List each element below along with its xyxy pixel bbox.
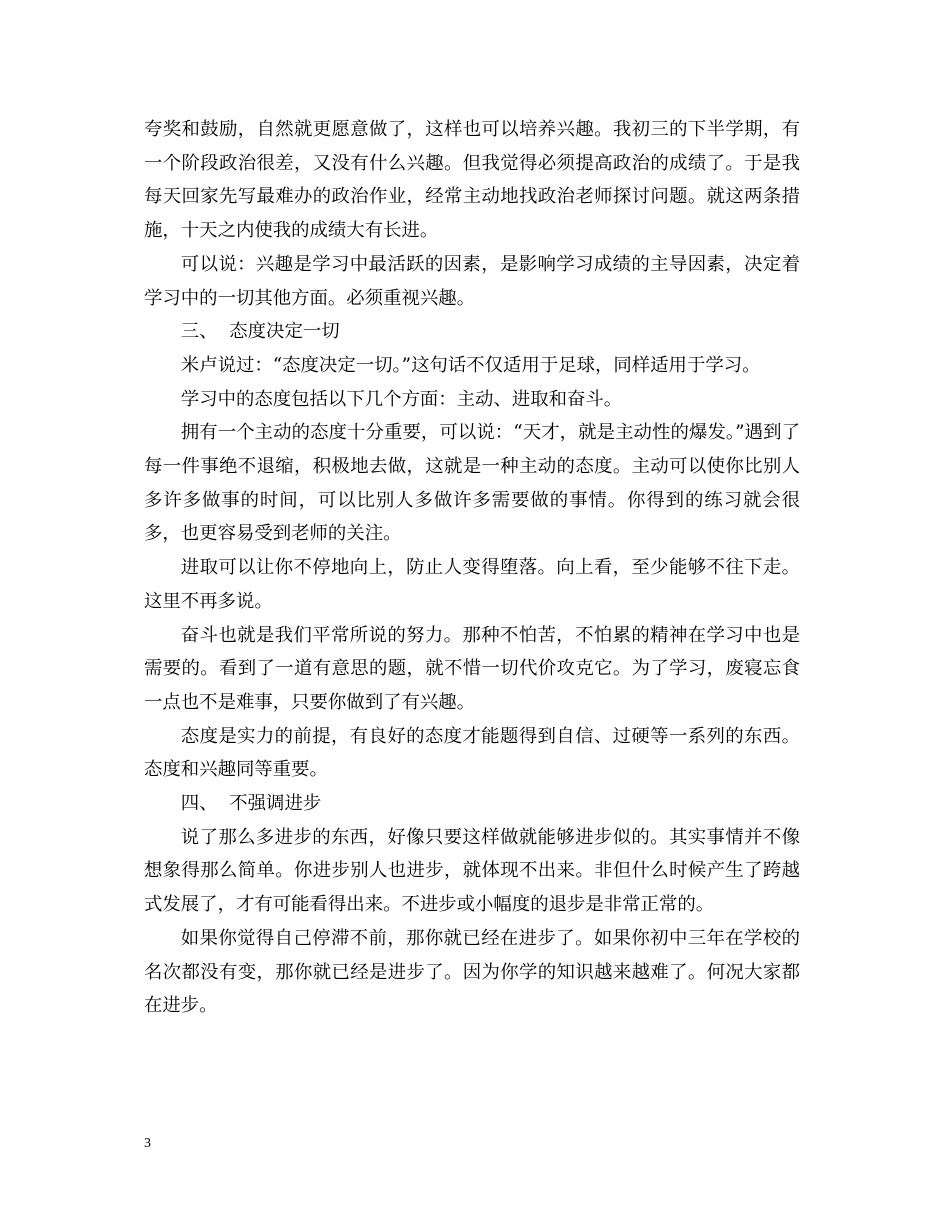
paragraph: 夸奖和鼓励，自然就更愿意做了，这样也可以培养兴趣。我初三的下半学期，有一个阶段政治很差，又没有什么兴趣。但我觉得必须提高政治的成绩了。于是我每天回家先写最难办的政治作业，经常主动地找政治老师探讨问题。就这两条措施，十天之内使我的成绩大有长进。 — [144, 119, 800, 242]
paragraph: 可以说：兴趣是学习中最活跃的因素，是影响学习成绩的主导因素，决定着学习中的一切其他方面。必须重视兴趣。 — [144, 253, 800, 309]
section-heading: 三、 态度决定一切 — [180, 321, 340, 343]
paragraph: 如果你觉得自己停滞不前，那你就已经在进步了。如果你初中三年在学校的名次都没有变，那你就已经是进步了。因为你学的知识越来越难了。何况大家都在进步。 — [144, 927, 800, 1017]
paragraph: 拥有一个主动的态度十分重要，可以说：“天才，就是主动性的爆发。”遇到了每一件事绝不退缩，积极地去做，这就是一种主动的态度。主动可以使你比别人多许多做事的时间，可以比别人多做许多需要做的事情。你得到的练习就会很多，也更容易受到老师的关注。 — [144, 422, 800, 545]
paragraph: 说了那么多进步的东西，好像只要这样做就能够进步似的。其实事情并不像想象得那么简单。你进步别人也进步，就体现不出来。非但什么时候产生了跨越式发展了，才有可能看得出来。不进步或小幅度的退步是非常正常的。 — [144, 826, 800, 916]
paragraph: 米卢说过：“态度决定一切。”这句话不仅适用于足球，同样适用于学习。 — [180, 354, 761, 376]
paragraph: 奋斗也就是我们平常所说的努力。那种不怕苦，不怕累的精神在学习中也是需要的。看到了一道有意思的题，就不惜一切代价攻克它。为了学习，废寝忘食一点也不是难事，只要你做到了有兴趣。 — [144, 624, 800, 713]
paragraph: 学习中的态度包括以下几个方面：主动、进取和奋斗。 — [180, 388, 623, 410]
section-heading: 四、 不强调进步 — [180, 793, 322, 815]
paragraph: 态度是实力的前提，有良好的态度才能题得到自信、过硬等一系列的东西。态度和兴趣同等重要。 — [144, 725, 800, 781]
page-number: 3 — [144, 1136, 151, 1151]
document-body — [144, 113, 800, 1023]
paragraph: 进取可以让你不停地向上，防止人变得堕落。向上看，至少能够不往下走。这里不再多说。 — [144, 557, 800, 612]
